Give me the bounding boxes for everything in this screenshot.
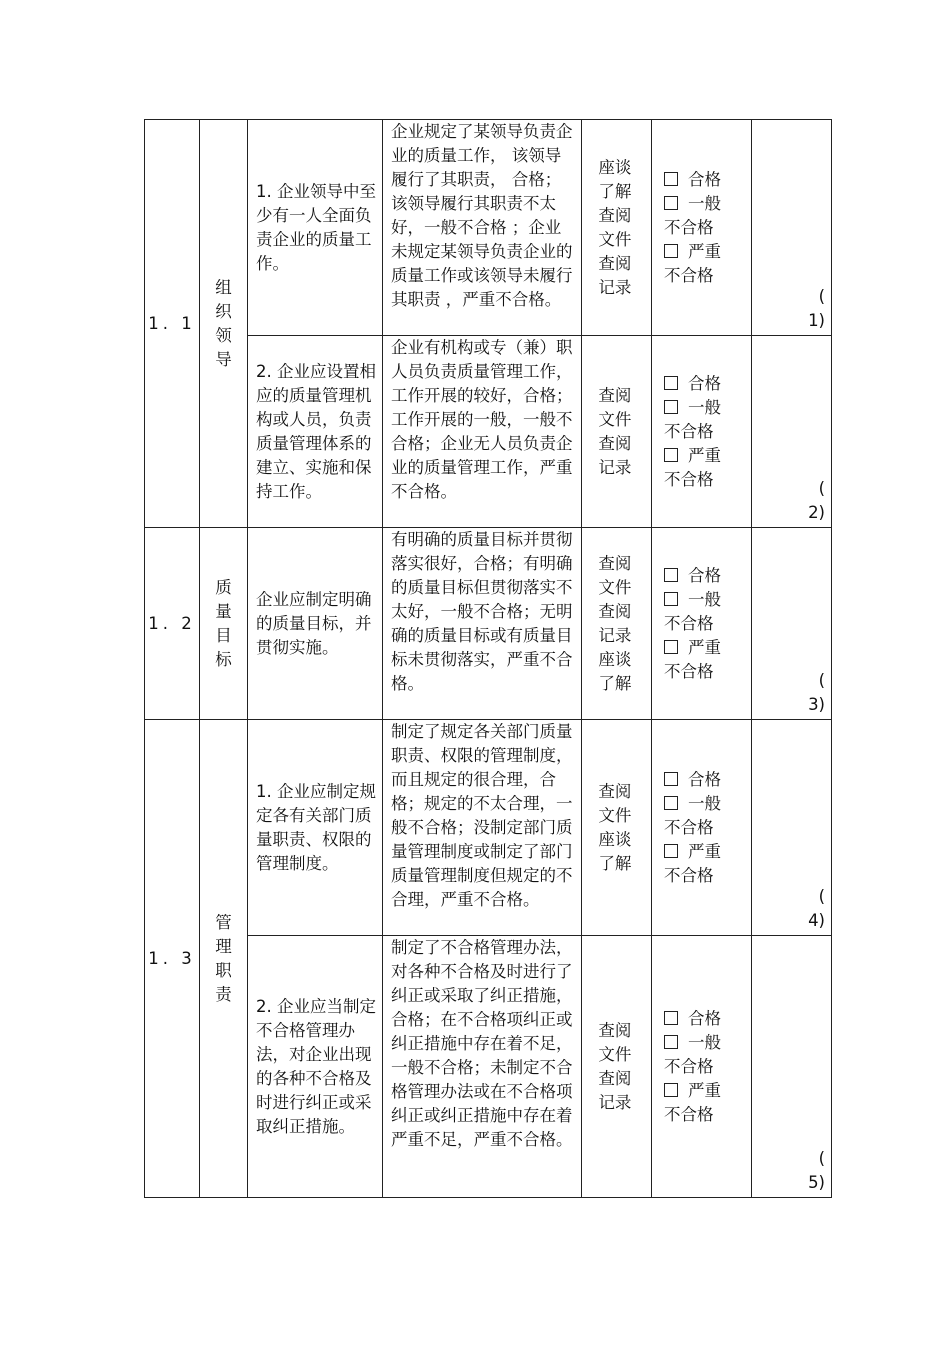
option-severe[interactable]: 严重 [664,636,751,660]
section-item: 质量目标 [200,528,248,720]
standard-cell: 制定了规定各关部门质量职责、权限的管理制度，而且规定的很合理，合格；规定的不太合理，一般不合格；没制定部门质量管理制度或制定了部门质量管理制度但规定的不合理，严重不合格。 [383,720,582,936]
option-general[interactable]: 一般 [664,588,751,612]
requirement-cell: 企业应制定明确的质量目标，并贯彻实施。 [248,528,383,720]
requirement-cell: 2. 企业应当制定不合格管理办法，对企业出现的各种不合格及时进行纠正或采取纠正措施。 [248,936,383,1198]
sequence-cell [752,720,832,936]
inspection-table [144,119,832,1198]
method-cell: 查阅文件座谈了解 [582,720,652,936]
checkbox-icon[interactable] [664,400,678,414]
checkbox-icon[interactable] [664,172,678,186]
option-general[interactable]: 一般 [664,192,751,216]
option-severe[interactable]: 严重 [664,240,751,264]
sequence-cell [752,336,832,528]
option-general[interactable]: 一般 [664,792,751,816]
standard-cell: 制定了不合格管理办法，对各种不合格及时进行了纠正或采取了纠正措施， 合格；在不合格项纠正或纠正措施中存在着不足，一般不合格；未制定不合格管理办法或在不合格项纠正或纠正措施中存在着严重不足，严重不合格。 [383,936,582,1198]
standard-cell: 企业规定了某领导负责企业的质量工作， 该领导履行了其职责， 合格；该领导履行其职责不太好，一般不合格 ；企业未规定某领导负责企业的质量工作或该领导未履行其职责 ，严重不合格。 [383,120,582,336]
option-pass[interactable]: 合格 [664,168,751,192]
sequence-number: ( 1) [808,287,825,330]
option-pass[interactable]: 合格 [664,1007,751,1031]
checkbox-icon[interactable] [664,796,678,810]
method-cell: 查阅文件查阅记录 [582,936,652,1198]
method-cell: 查阅文件查阅记录座谈了解 [582,528,652,720]
option-severe[interactable]: 严重 [664,840,751,864]
checkbox-icon[interactable] [664,448,678,462]
sequence-number: ( 4) [808,887,825,930]
section-number: 1. 1 [145,120,200,528]
checkbox-icon[interactable] [664,196,678,210]
result-options: 合格 一般 不合格 严重 不合格 [652,936,752,1198]
sequence-number: ( 2) [808,479,825,522]
result-options: 合格 一般 不合格 严重 不合格 [652,528,752,720]
option-general[interactable]: 一般 [664,396,751,420]
checkbox-icon[interactable] [664,244,678,258]
method-cell: 查阅文件查阅记录 [582,336,652,528]
section-item: 组织领导 [200,120,248,528]
table-row [145,120,832,336]
table-row [145,936,832,1198]
standard-cell: 企业有机构或专（兼）职人员负责质量管理工作，工作开展的较好，合格；工作开展的一般，一般不合格；企业无人员负责企业的质量管理工作，严重不合格。 [383,336,582,528]
requirement-cell: 2. 企业应设置相应的质量管理机构或人员，负责质量管理体系的建立、实施和保持工作。 [248,336,383,528]
checkbox-icon[interactable] [664,1035,678,1049]
option-general[interactable]: 一般 [664,1031,751,1055]
table-row [145,336,832,528]
sequence-cell [752,936,832,1198]
option-pass[interactable]: 合格 [664,564,751,588]
section-number: 1. 2 [145,528,200,720]
requirement-cell: 1. 企业领导中至少有一人全面负责企业的质量工作。 [248,120,383,336]
checkbox-icon[interactable] [664,568,678,582]
result-options: 合格 一般 不合格 严重 不合格 [652,720,752,936]
table-row [145,528,832,720]
requirement-cell: 1. 企业应制定规定各有关部门质量职责、权限的管理制度。 [248,720,383,936]
option-pass[interactable]: 合格 [664,372,751,396]
method-cell: 座谈了解查阅文件查阅记录 [582,120,652,336]
option-severe[interactable]: 严重 [664,444,751,468]
sequence-number: ( 3) [808,671,825,714]
checkbox-icon[interactable] [664,592,678,606]
checkbox-icon[interactable] [664,844,678,858]
checkbox-icon[interactable] [664,640,678,654]
checkbox-icon[interactable] [664,1011,678,1025]
section-item: 管理职责 [200,720,248,1198]
checkbox-icon[interactable] [664,1083,678,1097]
sequence-number: ( 5) [808,1149,825,1192]
option-severe[interactable]: 严重 [664,1079,751,1103]
standard-cell: 有明确的质量目标并贯彻落实很好，合格；有明确的质量目标但贯彻落实不太好，一般不合格；无明确的质量目标或有质量目标未贯彻落实，严重不合格。 [383,528,582,720]
section-number: 1. 3 [145,720,200,1198]
option-pass[interactable]: 合格 [664,768,751,792]
result-options: 合格 一般 不合格 严重 不合格 [652,120,752,336]
checkbox-icon[interactable] [664,376,678,390]
table-row [145,720,832,936]
result-options: 合格 一般 不合格 严重 不合格 [652,336,752,528]
sequence-cell [752,528,832,720]
checkbox-icon[interactable] [664,772,678,786]
sequence-cell [752,120,832,336]
